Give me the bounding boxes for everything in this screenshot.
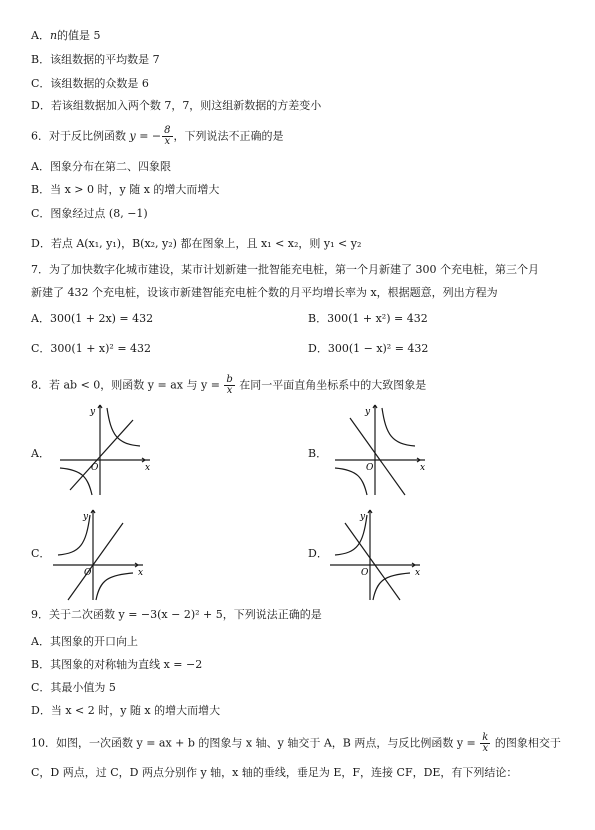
q6-option-b: B．当 x > 0 时，y 随 x 的增大而增大 — [31, 183, 220, 196]
q8-label-c: C． — [31, 547, 51, 560]
q8-label-d: D． — [308, 547, 328, 560]
q8-graph-b — [330, 400, 430, 500]
q6-fraction-num: 8 — [164, 125, 171, 136]
q8-graph-a-origin: O — [91, 463, 99, 473]
q10-fraction-den: x — [482, 743, 489, 754]
q6-stem-pre: 6．对于反比例函数 — [31, 129, 130, 143]
q8-graph-a — [55, 400, 155, 500]
q8-graph-a-y-label: y — [90, 407, 96, 417]
q8-fraction-den: x — [226, 385, 233, 396]
q9-option-b: B．其图象的对称轴为直线 x = −2 — [31, 658, 203, 671]
q5-option-c: C．该组数据的众数是 6 — [31, 77, 149, 90]
q6-fraction-den: x — [164, 136, 171, 147]
q10-stem-post: 的图象相交于 — [491, 736, 561, 750]
q7-option-d: D．300(1 − x)² = 432 — [308, 342, 429, 355]
q8-graph-c-x-label: x — [138, 568, 144, 578]
q8-graph-b-y-label: y — [365, 407, 371, 417]
q8-graph-d-origin: O — [361, 568, 369, 578]
q10-fraction-num: k — [482, 732, 489, 743]
q8-stem-post: 在同一平面直角坐标系中的大致图象是 — [235, 378, 427, 392]
q6-stem-post: ，下列说法不正确的是 — [173, 129, 284, 143]
q8-graph-d-y-label: y — [360, 512, 366, 522]
q7-stem-line2: 新建了 432 个充电桩，设该市新建智能充电桩个数的月平均增长率为 x，根据题意，列出方程为 — [31, 286, 498, 299]
q8-graph-b-origin: O — [366, 463, 374, 473]
q8-graph-b-x-label: x — [420, 463, 426, 473]
q8-graph-a-x-label: x — [145, 463, 151, 473]
q8-graph-c-y-label: y — [83, 512, 89, 522]
q8-stem — [31, 375, 426, 396]
q8-fraction-num: b — [226, 374, 233, 385]
q6-stem — [31, 126, 284, 147]
q6-option-a: A．图象分布在第二、四象限 — [31, 160, 171, 173]
q8-graph-d — [325, 505, 425, 605]
q10-stem-line1 — [31, 733, 561, 754]
q6-fraction — [162, 126, 172, 147]
q5-option-a — [31, 28, 101, 44]
q6-option-d: D．若点 A(x₁, y₁)，B(x₂, y₂) 都在图象上，且 x₁ < x₂，则 y₁ < y₂ — [31, 237, 362, 250]
q8-fraction — [224, 375, 234, 396]
q5-option-a-text: 的值是 5 — [57, 29, 101, 42]
q9-stem: 9．关于二次函数 y = −3(x − 2)² + 5，下列说法正确的是 — [31, 608, 322, 621]
q5-option-a-var: n — [49, 29, 58, 42]
q10-stem-pre: 10．如图，一次函数 y = ax + b 的图象与 x 轴、y 轴交于 A，B 两点，与反比例函数 y = — [31, 736, 480, 750]
q8-graph-c — [48, 505, 148, 605]
q6-option-c: C．图象经过点 (8, −1) — [31, 207, 148, 220]
q6-stem-eq: y = − — [129, 129, 162, 143]
q8-label-b: B． — [308, 447, 328, 460]
q9-option-a: A．其图象的开口向上 — [31, 635, 138, 648]
q8-label-a: A． — [31, 447, 50, 460]
q5-option-a-letter: A． — [31, 29, 50, 42]
q5-option-d: D．若该组数据加入两个数 7，7，则这组新数据的方差变小 — [31, 99, 322, 112]
q10-fraction — [480, 733, 490, 754]
q5-option-b: B．该组数据的平均数是 7 — [31, 53, 160, 66]
q8-graph-d-x-label: x — [415, 568, 421, 578]
q7-stem-line1: 7．为了加快数字化城市建设，某市计划新建一批智能充电桩，第一个月新建了 300 个充电桩，第三个月 — [31, 263, 539, 276]
q7-option-b: B．300(1 + x²) = 432 — [308, 312, 428, 325]
q8-graph-c-origin: O — [84, 568, 92, 578]
q9-option-c: C．其最小值为 5 — [31, 681, 116, 694]
q7-option-a: A．300(1 + 2x) = 432 — [31, 312, 154, 325]
q7-option-c: C．300(1 + x)² = 432 — [31, 342, 152, 355]
q10-stem-line2: C，D 两点，过 C，D 两点分别作 y 轴，x 轴的垂线，垂足为 E，F，连接 CF，DE，有下列结论： — [31, 766, 518, 779]
q8-stem-pre: 8．若 ab < 0，则函数 y = ax 与 y = — [31, 378, 224, 392]
q9-option-d: D．当 x < 2 时，y 随 x 的增大而增大 — [31, 704, 221, 717]
